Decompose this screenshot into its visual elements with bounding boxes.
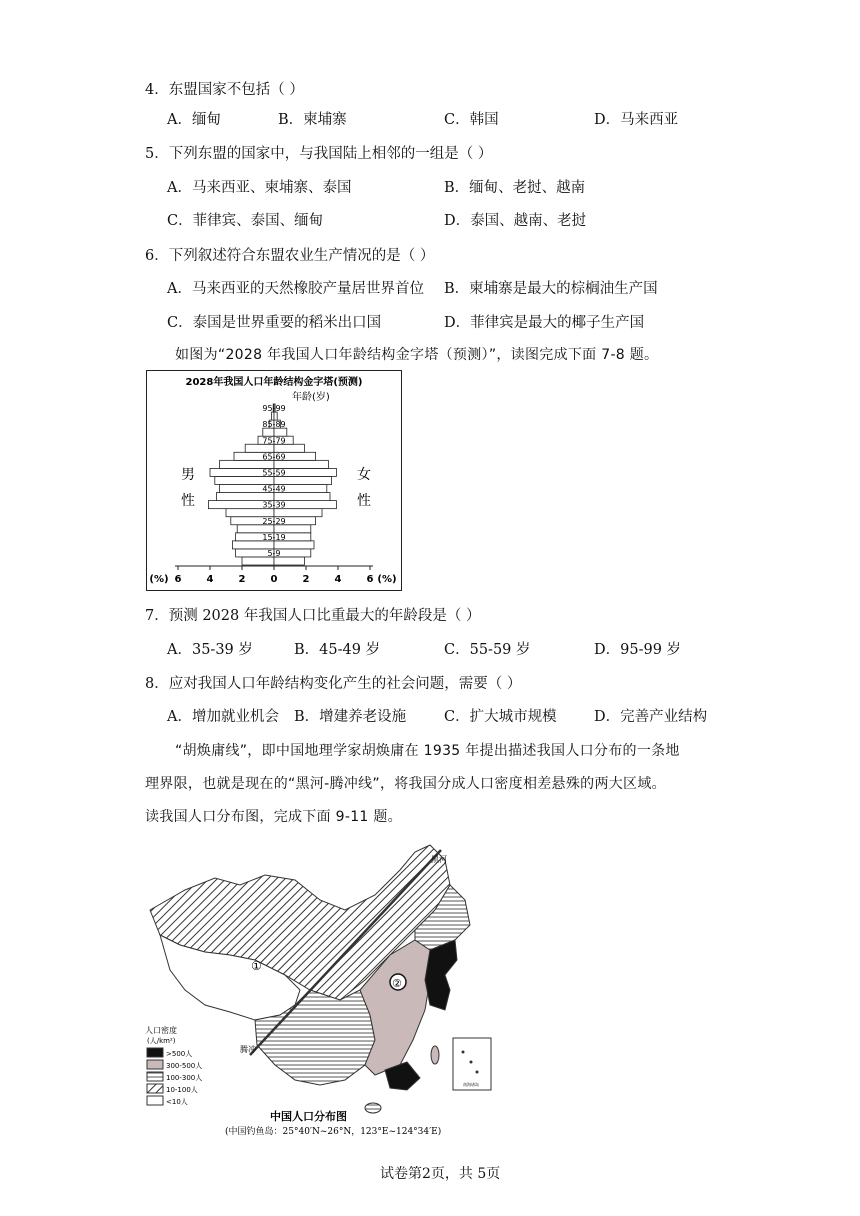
page-footer: 试卷第2页，共 5页 xyxy=(380,1166,501,1182)
q6-option-d: D．菲律宾是最大的椰子生产国 xyxy=(444,315,645,331)
bar-female-10-14 xyxy=(274,541,314,549)
marker-1: ① xyxy=(251,959,262,973)
population-pyramid-chart xyxy=(147,371,401,590)
q8-stem: 8．应对我国人口年龄结构变化产生的社会问题，需要（ ） xyxy=(145,676,522,692)
q4-stem: 4．东盟国家不包括（ ） xyxy=(145,82,304,98)
inset-island-3 xyxy=(476,1071,479,1074)
bar-female-20-24 xyxy=(274,525,311,533)
bar-female-90-94 xyxy=(274,412,277,420)
bar-male-20-24 xyxy=(237,525,274,533)
legend-swatch-over-500 xyxy=(147,1048,163,1057)
legend-unit: (人/km²) xyxy=(147,1037,176,1045)
legend-swatch-300-500 xyxy=(147,1060,163,1069)
bar-female-80-84 xyxy=(274,428,287,436)
region-over-500-east xyxy=(425,940,457,1010)
q4-option-c: C．韩国 xyxy=(444,112,499,128)
age-label: 25-29 xyxy=(262,516,286,526)
q8-option-c: C．扩大城市规模 xyxy=(444,709,557,725)
bar-female-40-44 xyxy=(274,493,330,501)
inset-island-2 xyxy=(470,1061,473,1064)
intro-7-8: 如图为“2028 年我国人口年龄结构金字塔（预测）”，读图完成下面 7-8 题。 xyxy=(175,347,659,363)
bar-male-40-44 xyxy=(216,493,274,501)
x-tick-label: 6 xyxy=(174,574,182,585)
q8-option-b: B．增建养老设施 xyxy=(294,709,407,725)
q7-stem: 7．预测 2028 年我国人口比重最大的年龄段是（ ） xyxy=(145,608,481,624)
legend-label-under-10: <10人 xyxy=(166,1098,188,1106)
age-label: 65-69 xyxy=(262,452,286,462)
intro-9-11-line1: “胡焕庸线”，即中国地理学家胡焕庸在 1935 年提出描述我国人口分布的一条地 xyxy=(175,743,680,759)
legend-label-over-500: >500人 xyxy=(166,1050,193,1058)
age-axis-title: 年龄(岁) xyxy=(292,392,330,403)
heihe-label: 黑河 xyxy=(431,855,447,864)
legend xyxy=(147,1048,202,1106)
bar-male-70-74 xyxy=(245,444,274,452)
q8-option-d: D．完善产业结构 xyxy=(594,709,708,725)
legend-label-100-300: 100-300人 xyxy=(166,1074,203,1082)
age-label: 45-49 xyxy=(262,484,286,494)
q8-option-a: A．增加就业机会 xyxy=(167,709,279,725)
bar-female-30-34 xyxy=(274,509,322,517)
bar-male-60-64 xyxy=(220,460,274,468)
bar-male-0-4 xyxy=(242,557,274,565)
q6-option-a: A．马来西亚的天然橡胶产量居世界首位 xyxy=(167,281,424,297)
q5-option-c: C．菲律宾、泰国、缅甸 xyxy=(167,213,324,229)
q4-option-d: D．马来西亚 xyxy=(594,112,679,128)
map-note: (中国钓鱼岛：25°40′N~26°N，123°E~124°34′E) xyxy=(225,1127,442,1137)
x-tick-label: 0 xyxy=(270,574,278,585)
inset-island-1 xyxy=(462,1051,465,1054)
male-label-1: 男 xyxy=(181,467,195,483)
x-tick-label: 4 xyxy=(206,574,214,585)
q7-option-c: C．55-59 岁 xyxy=(444,642,531,658)
age-label: 35-39 xyxy=(262,500,286,510)
bar-male-50-54 xyxy=(215,476,274,484)
female-label-2: 性 xyxy=(357,493,371,509)
q7-option-b: B．45-49 岁 xyxy=(294,642,381,658)
male-label-2: 性 xyxy=(181,493,195,509)
bar-female-50-54 xyxy=(274,476,332,484)
china-population-map xyxy=(145,840,495,1140)
q4-option-a: A．缅甸 xyxy=(167,112,221,128)
age-label: 15-19 xyxy=(262,532,286,542)
map-caption: 中国人口分布图 xyxy=(270,1110,347,1123)
bar-female-60-64 xyxy=(274,460,328,468)
marker-2: ② xyxy=(392,977,402,990)
bar-female-70-74 xyxy=(274,444,304,452)
q6-stem: 6．下列叙述符合东盟农业生产情况的是（ ） xyxy=(145,248,435,264)
x-tick-label: (%) xyxy=(149,574,169,585)
q7-option-d: D．95-99 岁 xyxy=(594,642,682,658)
intro-9-11-line3: 读我国人口分布图，完成下面 9-11 题。 xyxy=(145,809,402,825)
q5-option-a: A．马来西亚、柬埔寨、泰国 xyxy=(167,180,352,196)
q6-option-c: C．泰国是世界重要的稻米出口国 xyxy=(167,315,382,331)
map-svg xyxy=(145,840,495,1140)
x-tick-label: 4 xyxy=(334,574,342,585)
taiwan-island xyxy=(431,1046,439,1064)
legend-swatch-under-10 xyxy=(147,1096,163,1105)
age-label: 85-89 xyxy=(262,420,286,430)
intro-9-11-line2: 理界限，也就是现在的“黑河-腾冲线”，将我国分成人口密度相差悬殊的两大区域。 xyxy=(145,776,666,792)
legend-label-10-100: 10-100人 xyxy=(166,1086,198,1094)
hainan-island xyxy=(365,1103,381,1113)
female-label-1: 女 xyxy=(357,467,371,483)
legend-label-300-500: 300-500人 xyxy=(166,1062,203,1070)
x-tick-label: 2 xyxy=(302,574,310,585)
bar-male-30-34 xyxy=(226,509,274,517)
q7-option-a: A．35-39 岁 xyxy=(167,642,253,658)
bar-male-80-84 xyxy=(263,428,274,436)
x-tick-label: 2 xyxy=(238,574,246,585)
age-label: 5-9 xyxy=(267,548,281,558)
legend-title: 人口密度 xyxy=(145,1026,177,1035)
inset-label: 南海诸岛 xyxy=(463,1082,479,1087)
legend-swatch-100-300 xyxy=(147,1072,163,1081)
population-pyramid-figure xyxy=(146,370,402,591)
x-tick-label: 6 xyxy=(366,574,374,585)
q6-option-b: B．柬埔寨是最大的棕榈油生产国 xyxy=(444,281,658,297)
bar-male-10-14 xyxy=(232,541,274,549)
age-label: 55-59 xyxy=(262,468,286,478)
q4-option-b: B．柬埔寨 xyxy=(278,112,347,128)
q5-stem: 5．下列东盟的国家中，与我国陆上相邻的一组是（ ） xyxy=(145,146,493,162)
age-label: 75-79 xyxy=(262,436,286,446)
chart-title: 2028年我国人口年龄结构金字塔(预测) xyxy=(185,377,363,388)
q5-option-b: B．缅甸、老挝、越南 xyxy=(444,180,586,196)
tengchong-label: 腾冲 xyxy=(240,1045,256,1054)
age-label: 95-99 xyxy=(262,404,286,414)
x-tick-label: (%) xyxy=(377,574,397,585)
bar-female-0-4 xyxy=(274,557,304,565)
legend-swatch-10-100 xyxy=(147,1084,163,1093)
q5-option-d: D．泰国、越南、老挝 xyxy=(444,213,587,229)
